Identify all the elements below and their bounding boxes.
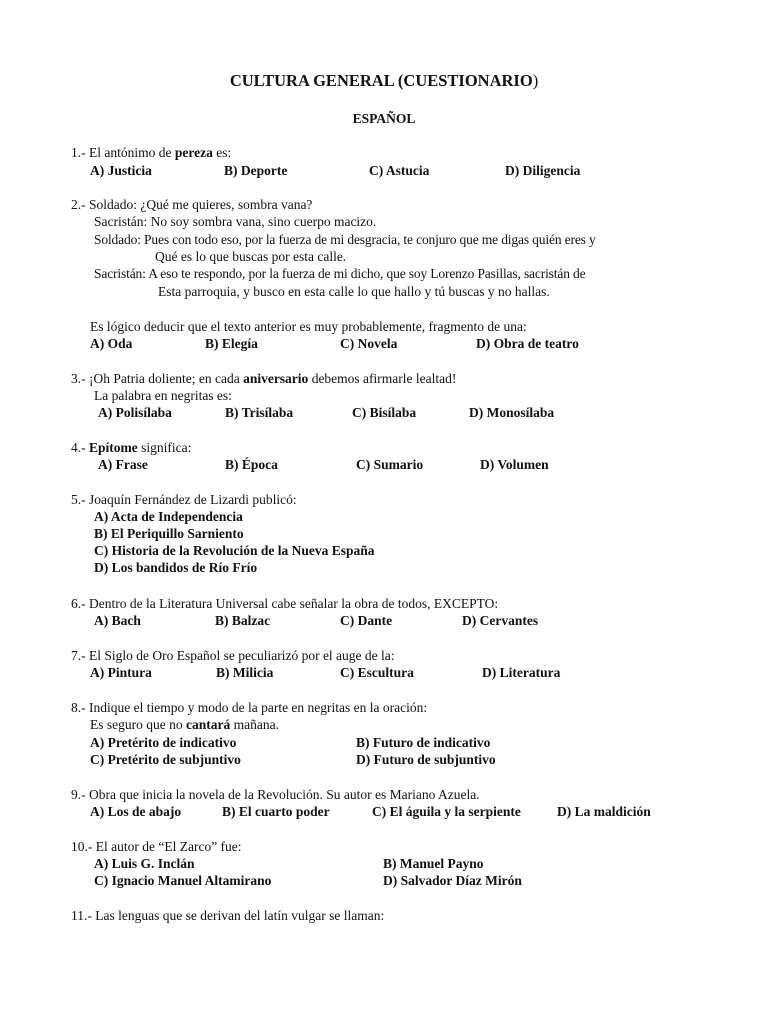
q3-option-c: C) Bisílaba xyxy=(352,405,417,420)
q5-option-c: C) Historia de la Revolución de la Nueva España xyxy=(94,543,375,558)
q5-option-b: B) El Periquillo Sarniento xyxy=(94,526,244,541)
q8-option-a: A) Pretérito de indicativo xyxy=(90,735,237,750)
q6-option-a: A) Bach xyxy=(94,613,141,628)
q8-option-d: D) Futuro de subjuntivo xyxy=(356,752,496,767)
q6-option-b: B) Balzac xyxy=(215,613,271,628)
q3-option-a: A) Polisílaba xyxy=(98,405,172,420)
q10-option-b: B) Manuel Payno xyxy=(383,856,484,871)
q4-option-c: C) Sumario xyxy=(356,457,424,472)
q10-option-a: A) Luis G. Inclán xyxy=(94,856,195,871)
q1-option-d: D) Diligencia xyxy=(505,163,581,178)
q4-option-a: A) Frase xyxy=(98,457,148,472)
q7-option-c: C) Escultura xyxy=(340,665,414,680)
q4-option-d: D) Volumen xyxy=(480,457,549,472)
q2-line: Esta parroquia, y busco en esta calle lo que hallo y tú buscas y no hallas. xyxy=(158,284,550,299)
q2-option-d: D) Obra de teatro xyxy=(476,336,579,351)
q6-option-d: D) Cervantes xyxy=(462,613,539,628)
q9-option-a: A) Los de abajo xyxy=(90,804,182,819)
q2-line: Sacristán: A eso te respondo, por la fuerza de mi dicho, que soy Lorenzo Pasillas, sacristán de xyxy=(94,266,586,281)
question-4: 4.- Epítome significa: xyxy=(71,440,192,455)
q8-sentence: Es seguro que no cantará mañana. xyxy=(90,717,279,732)
document-title: CULTURA GENERAL (CUESTIONARIO) xyxy=(229,71,539,90)
question-1: 1.- El antónimo de pereza es: xyxy=(71,145,232,160)
q9-option-d: D) La maldición xyxy=(557,804,651,819)
question-3: 3.- ¡Oh Patria doliente; en cada aniversario debemos afirmarle lealtad! xyxy=(71,371,457,386)
question-7: 7.- El Siglo de Oro Español se peculiarizó por el auge de la: xyxy=(71,648,395,663)
q7-option-a: A) Pintura xyxy=(90,665,152,680)
question-2: 2.- Soldado: ¿Qué me quieres, sombra vana? xyxy=(71,197,313,212)
q1-option-c: C) Astucia xyxy=(369,163,430,178)
q2-option-a: A) Oda xyxy=(90,336,133,351)
q1-option-a: A) Justicia xyxy=(90,163,152,178)
question-10: 10.- El autor de “El Zarco” fue: xyxy=(71,839,242,854)
q2-line: Sacristán: No soy sombra vana, sino cuerpo macizo. xyxy=(94,214,377,229)
q10-option-d: D) Salvador Díaz Mirón xyxy=(383,873,522,888)
q3-option-b: B) Trisílaba xyxy=(225,405,294,420)
q2-line: Soldado: Pues con todo eso, por la fuerza de mi desgracia, te conjuro que me digas quién eres y xyxy=(94,232,596,247)
question-9: 9.- Obra que inicia la novela de la Revolución. Su autor es Mariano Azuela. xyxy=(71,787,480,802)
q3-option-d: D) Monosílaba xyxy=(469,405,555,420)
q5-option-a: A) Acta de Independencia xyxy=(94,509,243,524)
q4-option-b: B) Época xyxy=(225,457,278,472)
q1-option-b: B) Deporte xyxy=(224,163,288,178)
q2-prompt: Es lógico deducir que el texto anterior es muy probablemente, fragmento de una: xyxy=(90,319,527,334)
q2-option-b: B) Elegía xyxy=(205,336,258,351)
q8-option-c: C) Pretérito de subjuntivo xyxy=(90,752,241,767)
q3-line: La palabra en negritas es: xyxy=(94,388,232,403)
q7-option-d: D) Literatura xyxy=(482,665,561,680)
q8-option-b: B) Futuro de indicativo xyxy=(356,735,491,750)
q9-option-b: B) El cuarto poder xyxy=(222,804,330,819)
q6-option-c: C) Dante xyxy=(340,613,393,628)
q2-line: Qué es lo que buscas por esta calle. xyxy=(155,249,347,264)
q5-option-d: D) Los bandidos de Río Frío xyxy=(94,560,258,575)
q7-option-b: B) Milicia xyxy=(216,665,274,680)
q9-option-c: C) El águila y la serpiente xyxy=(372,804,521,819)
section-title: ESPAÑOL xyxy=(352,111,416,126)
question-8: 8.- Indique el tiempo y modo de la parte en negritas en la oración: xyxy=(71,700,428,715)
question-5: 5.- Joaquín Fernández de Lizardi publicó: xyxy=(71,492,297,507)
q2-option-c: C) Novela xyxy=(340,336,398,351)
q10-option-c: C) Ignacio Manuel Altamirano xyxy=(94,873,272,888)
question-6: 6.- Dentro de la Literatura Universal cabe señalar la obra de todos, EXCEPTO: xyxy=(71,596,499,611)
question-11: 11.- Las lenguas que se derivan del latín vulgar se llaman: xyxy=(71,908,385,923)
